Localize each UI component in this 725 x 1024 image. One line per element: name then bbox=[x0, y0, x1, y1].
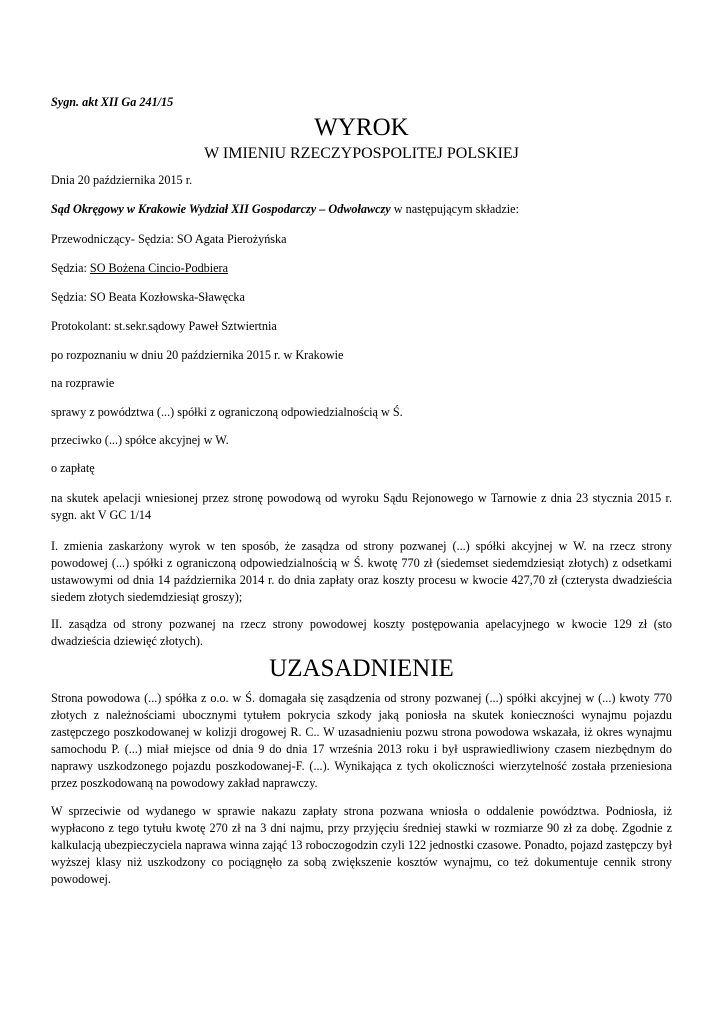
verdict-title: WYROK bbox=[314, 114, 409, 141]
defendant: przeciwko (...) spółce akcyjnej w W. bbox=[51, 433, 229, 447]
judgment-date: Dnia 20 października 2015 r. bbox=[51, 173, 193, 187]
case-reference: Sygn. akt XII Ga 241/15 bbox=[51, 95, 174, 109]
court-suffix: w następującym składzie: bbox=[390, 202, 519, 216]
court-composition bbox=[51, 201, 672, 218]
verdict-point-1: I. zmienia zaskarżony wyrok w ten sposób, że zasądza od strony pozwanej (...) spółki akcyjnej w W. na rzecz strony powodowej (...) spółki z ograniczoną odpowiedzialnością w Ś. kwotę 770 zł (siedemset siedemdziesiąt złotych) z odsetkami ustawowymi od dnia 14 października 2014 r. do dnia zapłaty oraz koszty procesu w kwocie 427,70 zł (czterysta dwadzieścia siedem złotych siedemdziesiąt groszy); bbox=[51, 539, 672, 604]
appeal-basis: na skutek apelacji wniesionej przez stronę powodową od wyroku Sądu Rejonowego w Tarnowie z dnia 23 stycznia 2015 r. sygn. akt V GC 1/14 bbox=[51, 491, 672, 522]
plaintiff: sprawy z powództwa (...) spółki z ograniczoną odpowiedzialnością w Ś. bbox=[51, 405, 403, 419]
verdict-subtitle: W IMIENIU RZECZYPOSPOLITEJ POLSKIEJ bbox=[204, 145, 519, 162]
presiding-judge: Przewodniczący- Sędzia: SO Agata Pierożyńska bbox=[51, 232, 287, 246]
judge-1 bbox=[51, 260, 672, 277]
court-name: Sąd Okręgowy w Krakowie Wydział XII Gospodarczy – Odwoławczy bbox=[51, 202, 391, 216]
trial-label: na rozprawie bbox=[51, 376, 115, 390]
claim-subject: o zapłatę bbox=[51, 461, 95, 475]
verdict-point-2: II. zasądza od strony pozwanej na rzecz strony powodowej koszty postępowania apelacyjnego w kwocie 129 zł (sto dwadzieścia dziewięć złotych). bbox=[51, 617, 672, 648]
justification-paragraph-2: W sprzeciwie od wydanego w sprawie nakazu zapłaty strona pozwana wniosła o oddalenie powództwa. Podniosła, iż wypłacono z tego tytułu kwotę 270 zł na 3 dni najmu, przy przyjęciu średniej stawki w rozmiarze 90 zł za dobę. Zgodnie z kalkulacją ubezpieczyciela naprawa winna zająć 13 roboczogodzin czyli 122 jednostki czasowe. Ponadto, pojazd zastępczy był wyższej klasy niż uszkodzony co pociągnęło za sobą zwiększenie kosztów wynajmu, co też dokumentuje cennik strony powodowej. bbox=[51, 804, 672, 886]
judge-1-name: SO Bożena Cincio-Podbiera bbox=[89, 261, 229, 275]
court-clerk: Protokolant: st.sekr.sądowy Paweł Sztwiertnia bbox=[51, 319, 277, 333]
justification-title: UZASADNIENIE bbox=[269, 655, 454, 682]
judge-2: Sędzia: SO Beata Kozłowska-Sławęcka bbox=[51, 290, 245, 304]
justification-paragraph-1: Strona powodowa (...) spółka z o.o. w Ś. domagała się zasądzenia od strony pozwanej (...) spółki akcyjnej w (...) kwoty 770 złotych z należnościami ubocznymi tytułem pokrycia szkody jaką poniosła na skutek konieczności wynajmu pojazdu zastępczego poszkodowanej w kolizji drogowej R. C.. W uzasadnieniu pozwu strona powodowa wskazała, iż okres wynajmu samochodu P. (...) miał miejsce od dnia 9 do dnia 17 września 2013 roku i był usprawiedliwiony czasem niezbędnym do naprawy uszkodzonego pojazdu poszkodowanej-F. (...). Wynikająca z tych okoliczności wierzytelność została przeniesiona przez poszkodowaną na powodowy zakład naprawczy. bbox=[51, 691, 672, 790]
judge-1-label: Sędzia: bbox=[51, 261, 90, 275]
hearing-info: po rozpoznaniu w dniu 20 października 2015 r. w Krakowie bbox=[51, 348, 344, 362]
